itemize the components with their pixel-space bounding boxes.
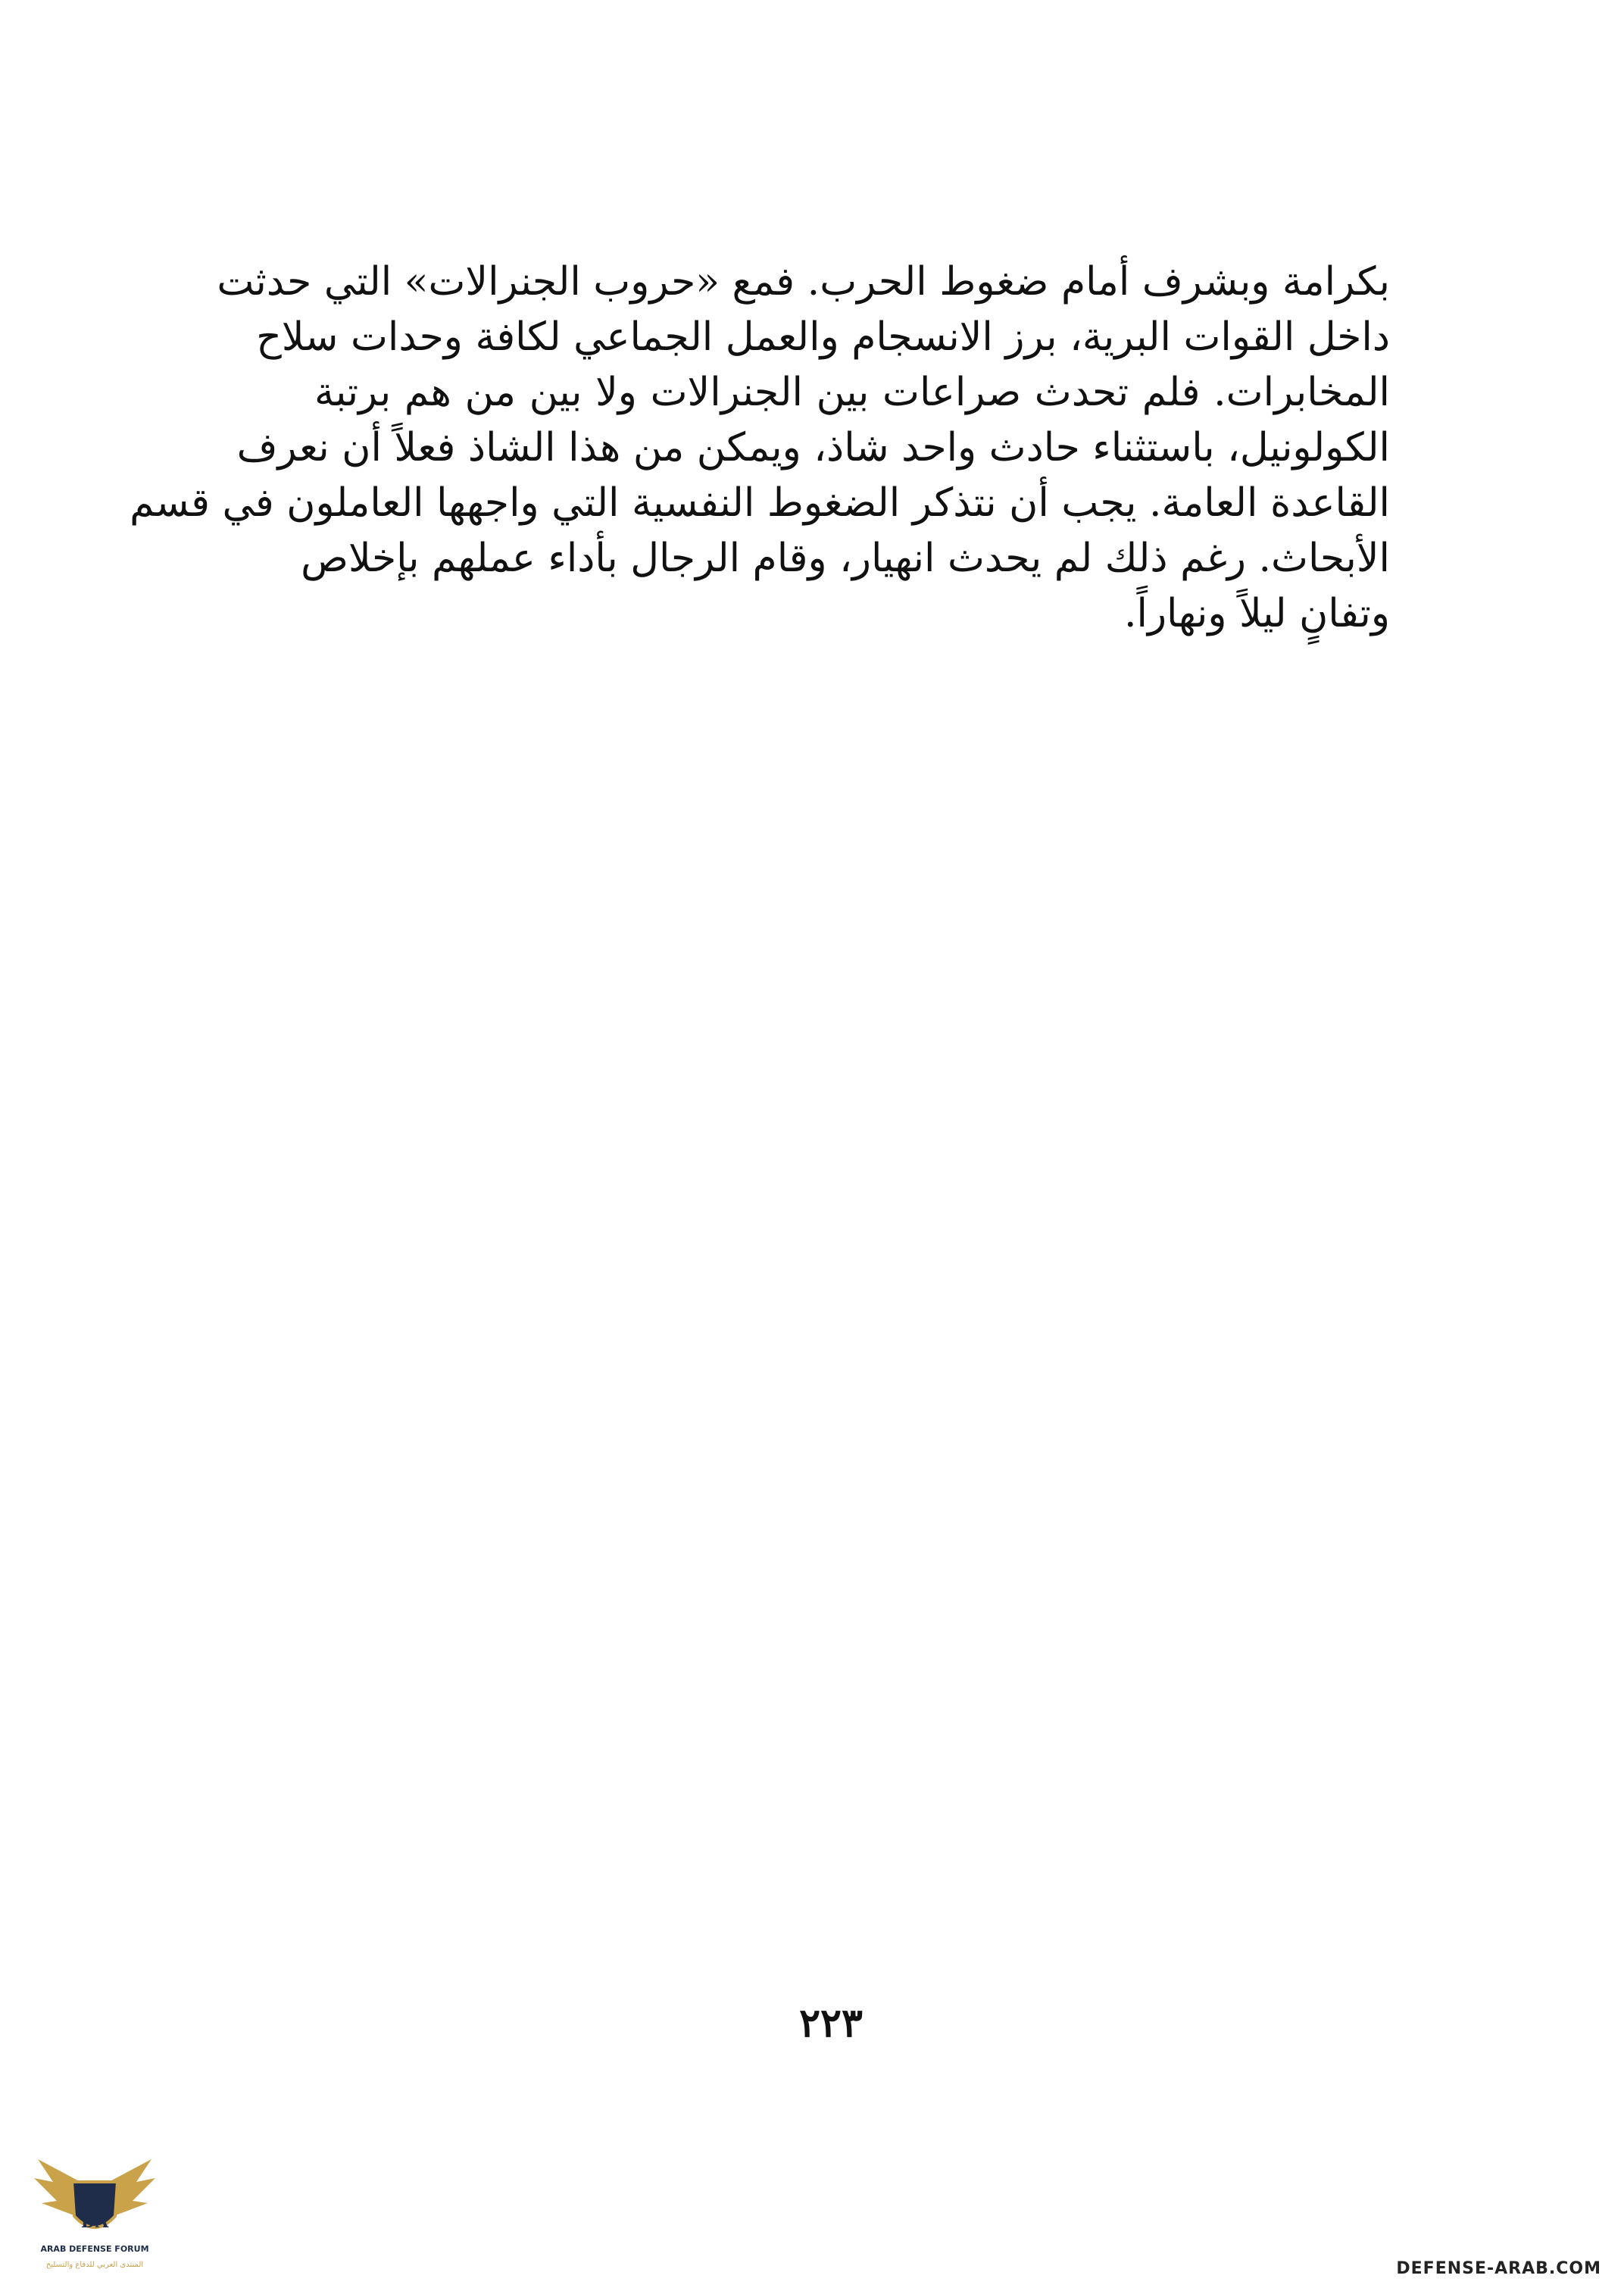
paragraph-line: القاعدة العامة. يجب أن نتذكر الضغوط النفسية التي واجهها العاملون في قسم [130, 480, 1390, 526]
paragraph-line: وتفانٍ ليلاً ونهاراً. [1123, 591, 1390, 636]
site-url-watermark: DEFENSE-ARAB.COM [1396, 2259, 1601, 2278]
logo-caption: ARAB DEFENSE FORUM [40, 2244, 149, 2254]
paragraph-line: الكولونيل، باستثناء حادث واحد شاذ، ويمكن من هذا الشاذ فعلاً أن نعرف [236, 425, 1390, 470]
winged-emblem-icon [30, 2136, 159, 2280]
paragraph-line: المخابرات. فلم تحدث صراعات بين الجنرالات ولا بين من هم برتبة [314, 370, 1391, 415]
body-paragraph [130, 255, 1391, 642]
paragraph-line: الأبحاث. رغم ذلك لم يحدث انهيار، وقام الرجال بأداء عملهم بإخلاص [301, 536, 1390, 581]
logo-caption-ar: المنتدى العربي للدفاع والتسليح [45, 2261, 144, 2269]
logo-initials: DA [80, 2212, 109, 2232]
paragraph-line: بكرامة وبشرف أمام ضغوط الحرب. فمع «حروب الجنرالات» التي حدثت [217, 259, 1390, 305]
forum-logo [30, 2136, 159, 2280]
paragraph-line: داخل القوات البرية، برز الانسجام والعمل الجماعي لكافة وحدات سلاح [256, 314, 1390, 360]
page-number: ٢٢٣ [799, 2000, 863, 2046]
